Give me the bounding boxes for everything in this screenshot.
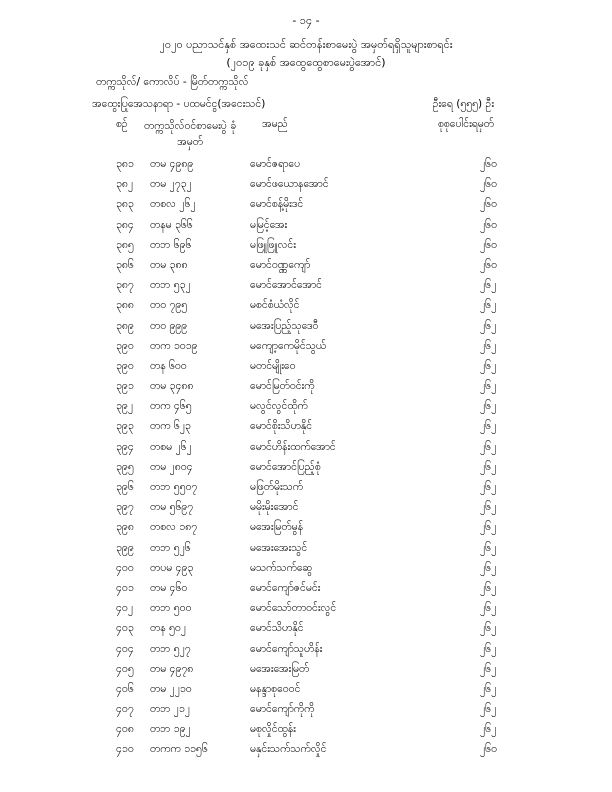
table-row (0, 461, 612, 481)
row-number: ၃၈၇ (116, 279, 134, 292)
table-row (0, 239, 612, 259)
total-score: ၂၆၂ (480, 420, 497, 433)
roll-number: တမ ၄၆၀ (150, 581, 188, 594)
row-number: ၃၉၁ (116, 380, 134, 393)
student-name: မောင်စိုးသိဟနိုင် (250, 420, 313, 433)
student-name: မောင်အောင်အောင် (250, 279, 322, 292)
roll-number: တမ ၃၄၈၈ (150, 380, 194, 393)
total-score: ၂၆၂ (480, 561, 497, 574)
roll-number: တမ ၅၆၉၇ (150, 501, 194, 514)
roll-number: တဘ ၅၂၇ (150, 642, 191, 655)
total-score: ၂၆၂ (480, 642, 497, 655)
row-number: ၃၈၆ (116, 258, 134, 271)
roll-number: တမ ၄၉၈၉ (150, 158, 194, 170)
row-number: ၃၈၃ (116, 198, 134, 211)
student-name: မအေးမြတ်မွန် (250, 521, 304, 534)
student-name: မလွင်လွင်ထိုက် (250, 400, 308, 413)
total-score: ၂၆၂ (480, 682, 497, 695)
row-number: ၃၈၄ (116, 218, 134, 231)
table-row (0, 420, 612, 440)
student-name: မတင်မျိုးဝေ (250, 359, 296, 372)
student-name: မောင်ဖယောနအောင် (250, 178, 329, 191)
table-row (0, 198, 612, 218)
table-row (0, 178, 612, 198)
row-number: ၃၉၄ (116, 440, 134, 453)
total-score: ၂၆၀ (480, 198, 497, 211)
row-number: ၄၀၅ (116, 662, 134, 675)
roll-number: တစမ ၂၆၂ (150, 440, 192, 453)
table-row (0, 320, 612, 340)
roll-number: တဘ ၅၀၀ (150, 602, 192, 615)
total-score: ၂၆၂ (480, 299, 497, 312)
row-number: ၃၉၉ (116, 541, 134, 554)
student-name: မောင်ဝဏ္ဏကျော် (250, 258, 311, 271)
student-name: မစုလှိုင်ထွန်း (250, 723, 296, 736)
header-total-score: စုစုပေါင်းရမှတ် (437, 118, 494, 130)
table-row (0, 299, 612, 319)
total-score: ၂၆၂ (480, 501, 497, 514)
roll-number: တန ၅၀၂ (150, 622, 186, 635)
roll-number: တစလ ၂၆၂ (150, 198, 196, 211)
table-row (0, 743, 612, 763)
school-label: အထွေးပြုအေသနာရာ - ပထမင်ငွ(အငေးသင်) (92, 98, 266, 110)
row-number: ၄၁၀ (116, 743, 134, 756)
total-score: ၂၆၂ (480, 380, 497, 393)
row-number: ၄၀၂ (116, 602, 133, 615)
roll-number: တက ၄၆၅ (150, 400, 192, 413)
header-name: အမည် (262, 118, 288, 130)
student-name: မောင်ကျော်ဇင်မင်း (250, 581, 321, 594)
table-row (0, 521, 612, 541)
student-name: မောင်သော်တာဝင်းလွင် (250, 602, 337, 615)
total-score: ၂၆၂ (480, 339, 497, 352)
roll-number: တက ၁၀၁၉ (150, 339, 198, 352)
count-label: ဦးရေ (၅၅၅) ဦး (432, 98, 494, 110)
results-table (0, 158, 612, 764)
row-number: ၄၀၆ (116, 682, 134, 695)
roll-number: တက ၆၂၃ (150, 420, 191, 433)
student-name: မဖြူဖြူလင်း (250, 238, 296, 251)
table-row (0, 279, 612, 299)
total-score: ၂၆၂ (480, 359, 497, 372)
table-row (0, 360, 612, 380)
row-number: ၃၉၀ (116, 339, 134, 352)
student-name: မောင်စန့်မိုးဒင် (250, 198, 304, 211)
table-row (0, 441, 612, 461)
student-name: မောင်မြတ်ဝင်းကို (250, 380, 315, 393)
table-row (0, 340, 612, 360)
total-score: ၂၆၀ (480, 258, 497, 271)
table-row (0, 481, 612, 501)
student-name: မအေးအေးမြတ် (250, 662, 310, 675)
row-number: ၃၈၉ (116, 319, 134, 332)
document-title: ၂၀၂၀ ပညာသင်နှစ် အထေးသင် ဆင်တန်းစာမေးပွဲ အမှတ်ရရှိသူများစာရင်း (159, 38, 453, 51)
student-name: မောင်ဇရာပေ (250, 158, 301, 170)
roll-number: တမ ၃၈၈ (150, 258, 188, 271)
document-subtitle: (၂၀၁၉ ခုနှစ် အထွေထွေစာမေးပွဲအောင်) (226, 56, 386, 69)
table-row (0, 380, 612, 400)
student-name: မအေးပြည့်သုဒေဝီ (250, 319, 319, 332)
total-score: ၂၆၂ (480, 521, 497, 534)
row-number: ၄၀၁ (116, 581, 134, 594)
row-number: ၃၈၈ (116, 299, 134, 312)
total-score: ၂၆၂ (480, 440, 497, 453)
total-score: ၂၆၀ (480, 178, 497, 191)
roll-number: တဘ ၂၁၂ (150, 703, 190, 716)
table-row (0, 622, 612, 642)
student-name: မကျော့ကေမိုင်သွယ် (250, 339, 327, 352)
table-row (0, 683, 612, 703)
table-row (0, 663, 612, 683)
total-score: ၂၆၀ (480, 743, 497, 756)
row-number: ၄၀၈ (116, 723, 134, 736)
row-number: ၄၀၃ (116, 622, 134, 635)
total-score: ၂၆၂ (480, 541, 497, 554)
total-score: ၂၆၂ (480, 622, 497, 635)
roll-number: တဘ ၅၅၀၇ (150, 481, 198, 493)
table-row (0, 158, 612, 178)
total-score: ၂၆၂ (480, 279, 497, 292)
table-row (0, 219, 612, 239)
roll-number: တဘ ၅၂၆ (150, 541, 191, 554)
row-number: ၃၉၆ (116, 481, 134, 493)
student-name: မောင်သိဟနိုင် (250, 622, 304, 635)
table-row (0, 703, 612, 723)
roll-number: တမ ၄၉၇၈ (150, 662, 194, 675)
total-score: ၂၆၀ (480, 218, 497, 231)
total-score: ၂၆၀ (480, 158, 497, 170)
table-row (0, 602, 612, 622)
row-number: ၃၈၁ (116, 158, 134, 170)
table-row (0, 259, 612, 279)
student-name: မအေးအေးသွင် (250, 541, 308, 554)
row-number: ၃၉၈ (116, 521, 134, 534)
roll-number: တန ၆၀၀ (150, 359, 187, 372)
student-name: မနန္ဒာစုဝေဝင် (250, 682, 301, 695)
page-number: - ၁၄ - (292, 14, 320, 27)
total-score: ၂၆၂ (480, 400, 497, 413)
table-row (0, 400, 612, 420)
row-number: ၃၈၂ (116, 178, 134, 191)
row-number: ၄၀၀ (116, 561, 134, 574)
roll-number: တဘ ၅၃၂ (150, 279, 191, 292)
student-name: မဖြတ်မိုးသက် (250, 481, 304, 493)
roll-number: တစလ ၁၈၇ (150, 521, 198, 534)
row-number: ၃၉၅ (116, 460, 134, 473)
table-row (0, 723, 612, 743)
university-label: တက္ကသိုလ်/ ကောလိပ် - မြိတ်တက္ကသိုလ် (96, 76, 249, 88)
roll-number: တမ ၂၈၀၄ (150, 460, 193, 473)
row-number: ၃၉၇ (116, 501, 134, 514)
total-score: ၂၆၂ (480, 602, 497, 615)
student-name: မသက်သက်ဆွေ (250, 561, 313, 574)
table-row (0, 501, 612, 521)
row-number: ၄၀၇ (116, 703, 134, 716)
row-number: ၃၈၅ (116, 238, 134, 251)
total-score: ၂၆၂ (480, 662, 497, 675)
header-roll-number: တက္ကသိုလ်ဝင်စာမေးပွဲ ခုံအမှတ် (143, 120, 237, 148)
total-score: ၂၆၂ (480, 703, 497, 716)
roll-number: တကက ၁၁၅၆ (150, 743, 208, 756)
roll-number: တဝ ၇၉၅ (150, 299, 188, 312)
header-number: စဉ် (116, 118, 128, 130)
table-row (0, 643, 612, 663)
student-name: မမိုးမိုးအောင် (250, 501, 299, 514)
roll-number: တမ ၂၇၃၂ (150, 178, 192, 191)
table-row (0, 582, 612, 602)
student-name: မမြင့်အေး (250, 218, 288, 231)
roll-number: တပမ ၄၉၃ (150, 561, 194, 574)
student-name: မောင်ကျော်သူဟိန်း (250, 642, 323, 655)
roll-number: တနမ ၃၆၆ (150, 218, 193, 231)
table-row (0, 562, 612, 582)
total-score: ၂၆၀ (480, 238, 497, 251)
row-number: ၃၉၂ (116, 400, 133, 413)
total-score: ၂၆၂ (480, 481, 497, 493)
total-score: ၂၆၂ (480, 581, 497, 594)
roll-number: တဘ ၁၉၂ (150, 723, 191, 736)
table-row (0, 542, 612, 562)
row-number: ၃၉၀ (116, 359, 134, 372)
row-number: ၃၉၃ (116, 420, 134, 433)
row-number: ၄၀၄ (116, 642, 134, 655)
roll-number: တမ ၂၂၁၀ (150, 682, 192, 695)
total-score: ၂၆၂ (480, 460, 497, 473)
student-name: မောင်ကျော်ကိုကို (250, 703, 315, 716)
student-name: မစင်စံယံလိုင် (250, 299, 300, 312)
roll-number: တဝ ၉၉၉ (150, 319, 188, 332)
student-name: မောင်အောင်ပြည့်စုံ (250, 460, 321, 473)
total-score: ၂၆၂ (480, 723, 497, 736)
roll-number: တဘ ၆၉၆ (150, 238, 192, 251)
student-name: မောင်ဟိန်းထက်အောင် (250, 440, 336, 453)
student-name: မနှင်းသက်သက်လှိုင် (250, 743, 327, 756)
total-score: ၂၆၂ (480, 319, 497, 332)
